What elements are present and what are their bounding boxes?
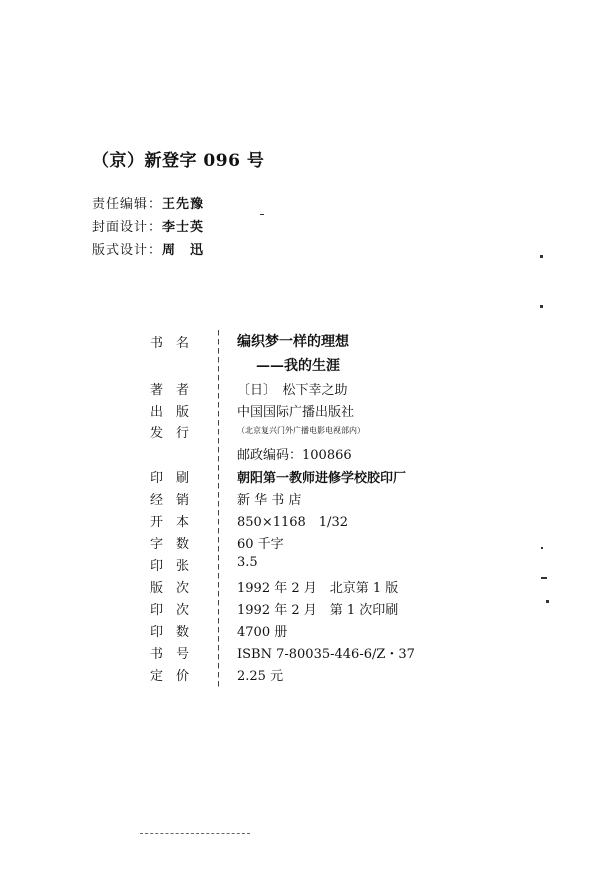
printer: 朝阳第一教师进修学校胶印厂 bbox=[237, 471, 407, 486]
format: 850×1168 1/32 bbox=[237, 515, 348, 530]
scan-speck bbox=[540, 255, 543, 258]
label-sheets: 印 张 bbox=[150, 559, 190, 574]
author: 〔日〕 松下幸之助 bbox=[237, 383, 348, 398]
label-isbn: 书 号 bbox=[150, 647, 190, 662]
scan-edge-mark bbox=[140, 833, 250, 835]
label-publisher: 出 版 bbox=[150, 405, 190, 420]
label-wordcount: 字 数 bbox=[150, 537, 190, 552]
price: 2.25 元 bbox=[237, 669, 284, 684]
isbn: ISBN 7-80035-446-6/Z・37 bbox=[237, 647, 415, 662]
edition: 1992 年 2 月 北京第 1 版 bbox=[237, 581, 399, 596]
scan-speck bbox=[546, 600, 549, 603]
print-run: 4700 册 bbox=[237, 625, 288, 640]
staff-role: 版式设计 bbox=[92, 243, 149, 258]
registration-number: （京）新登字 096 号 bbox=[92, 151, 265, 171]
label-book-title: 书 名 bbox=[150, 336, 190, 351]
postcode: 邮政编码：100866 bbox=[237, 448, 352, 463]
label-print-run: 印 数 bbox=[150, 625, 190, 640]
scan-speck bbox=[541, 577, 547, 579]
label-printer: 印 刷 bbox=[150, 471, 190, 486]
label-format: 开 本 bbox=[150, 515, 190, 530]
staff-name: 王先豫 bbox=[162, 197, 205, 212]
label-price: 定 价 bbox=[150, 669, 190, 684]
scan-speck bbox=[541, 547, 543, 549]
publisher: 中国国际广播出版社 bbox=[237, 405, 355, 420]
staff-role: 责任编辑 bbox=[92, 197, 149, 212]
printing: 1992 年 2 月 第 1 次印刷 bbox=[237, 603, 399, 618]
sheets: 3.5 bbox=[237, 555, 258, 570]
staff-editor: 责任编辑：王先豫 bbox=[92, 197, 205, 212]
label-distribution: 发 行 bbox=[150, 426, 190, 441]
wordcount: 60 千字 bbox=[237, 537, 284, 552]
staff-cover-designer: 封面设计：李士英 bbox=[92, 220, 205, 235]
book-title: 编织梦一样的理想 bbox=[237, 334, 349, 350]
scan-speck bbox=[260, 214, 264, 215]
staff-layout-designer: 版式设计：周 迅 bbox=[92, 243, 205, 258]
dealer: 新 华 书 店 bbox=[237, 493, 302, 508]
book-subtitle: ——我的生涯 bbox=[256, 358, 340, 374]
staff-name: 周 迅 bbox=[162, 243, 205, 258]
scan-speck bbox=[540, 305, 543, 308]
staff-role: 封面设计 bbox=[92, 220, 149, 235]
label-printing: 印 次 bbox=[150, 603, 190, 618]
colophon-divider bbox=[218, 330, 219, 690]
distribution-address: （北京复兴门外广播电影电视部内） bbox=[237, 426, 365, 435]
label-edition: 版 次 bbox=[150, 581, 190, 596]
staff-name: 李士英 bbox=[162, 220, 205, 235]
label-author: 著 者 bbox=[150, 383, 190, 398]
label-dealer: 经 销 bbox=[150, 493, 190, 508]
